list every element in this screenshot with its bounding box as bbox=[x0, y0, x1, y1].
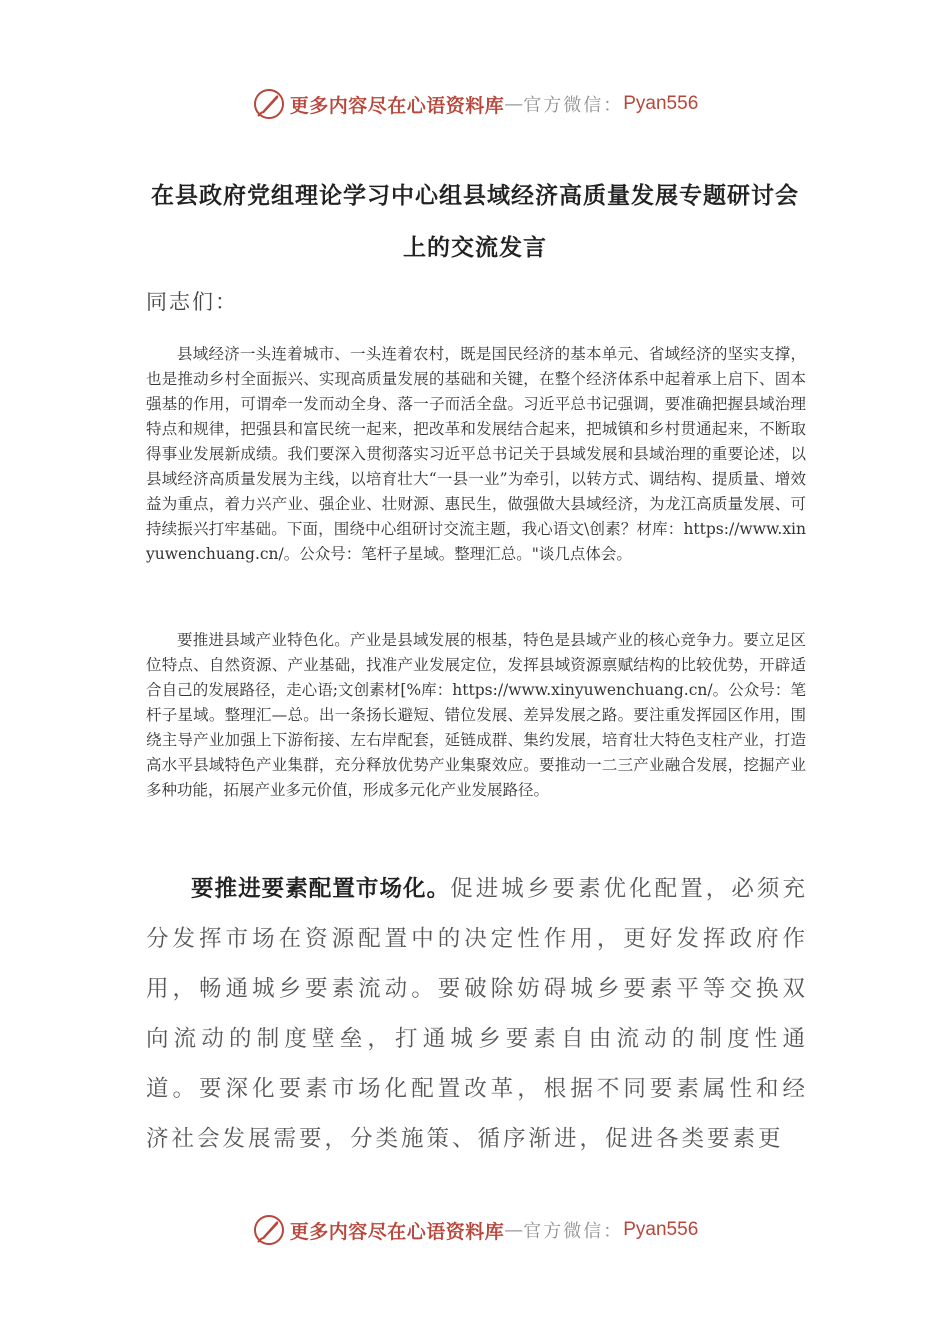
paragraph-3 bbox=[146, 864, 808, 1164]
banner-wechat-id: Pyan556 bbox=[623, 93, 699, 114]
paragraph-3-body: 促进城乡要素优化配置，必须充分发挥市场在资源配置中的决定性作用，更好发挥政府作用，畅通城乡要素流动。要破除妨碍城乡要素平等交换双向流动的制度壁垒，打通城乡要素自由流动的制度性通道。要深化要素市场化配置改革，根据不同要素属性和经济社会发展需要，分类施策、循序渐进，促进各类要素更 bbox=[146, 876, 808, 1152]
banner-dash: — bbox=[504, 1219, 524, 1241]
banner-sub-text: 官方微信： bbox=[523, 95, 624, 116]
paragraph-1: 县域经济一头连着城市、一头连着农村，既是国民经济的基本单元、省域经济的坚实支撑，也是推动乡村全面振兴、实现高质量发展的基础和关键，在整个经济体系中起着承上启下、固本强基的作用，可谓牵一发而动全身、落一子而活全盘。习近平总书记强调，要准确把握县域治理特点和规律，把强县和富民统一起来，把改革和发展结合起来，把城镇和乡村贯通起来，不断取得事业发展新成绩。我们要深入贯彻落实习近平总书记关于县域发展和县域治理的重要论述，以县域经济高质量发展为主线，以培育壮大“一县一业”为牵引，以转方式、调结构、提质量、增效益为重点，着力兴产业、强企业、壮财源、惠民生，做强做大县域经济，为龙江高质量发展、可持续振兴打牢基础。下面，围绕中心组研讨交流主题，我心语文\创素？材库：https://www.xinyuwenchuang.cn/。公众号：笔杆子星域。整理汇总。"谈几点体会。 bbox=[146, 345, 806, 563]
quill-logo-icon bbox=[252, 87, 286, 121]
banner-dash: — bbox=[504, 93, 524, 115]
salutation: 同志们： bbox=[146, 290, 238, 314]
paragraph-3-lead: 要推进要素配置市场化。 bbox=[191, 876, 451, 902]
document-title: 在县政府党组理论学习中心组县域经济高质量发展专题研讨会上的交流发言 bbox=[151, 182, 799, 261]
banner-sub-text: 官方微信： bbox=[523, 1221, 624, 1242]
banner-wechat-id: Pyan556 bbox=[623, 1219, 699, 1240]
banner-main-text: 更多内容尽在心语资料库 bbox=[289, 94, 505, 117]
header-banner bbox=[0, 84, 950, 124]
footer-banner bbox=[0, 1210, 950, 1250]
quill-logo-icon bbox=[252, 1213, 286, 1247]
paragraph-2: 要推进县域产业特色化。产业是县域发展的根基，特色是县域产业的核心竞争力。要立足区位特点、自然资源、产业基础，找准产业发展定位，发挥县域资源禀赋结构的比较优势，开辟适合自己的发展路径，走心语;文创素材[%库：https://www.xinyuwenchuang.cn/。公众号：笔杆子星域。整理汇—总。出一条扬长避短、错位发展、差异发展之路。要注重发挥园区作用，围绕主导产业加强上下游衔接、左右岸配套，延链成群、集约发展，培育壮大特色支柱产业，打造高水平县域特色产业集群，充分释放优势产业集聚效应。要推动一二三产业融合发展，挖掘产业多种功能，拓展产业多元价值，形成多元化产业发展路径。 bbox=[146, 631, 806, 799]
banner-main-text: 更多内容尽在心语资料库 bbox=[289, 1220, 505, 1243]
